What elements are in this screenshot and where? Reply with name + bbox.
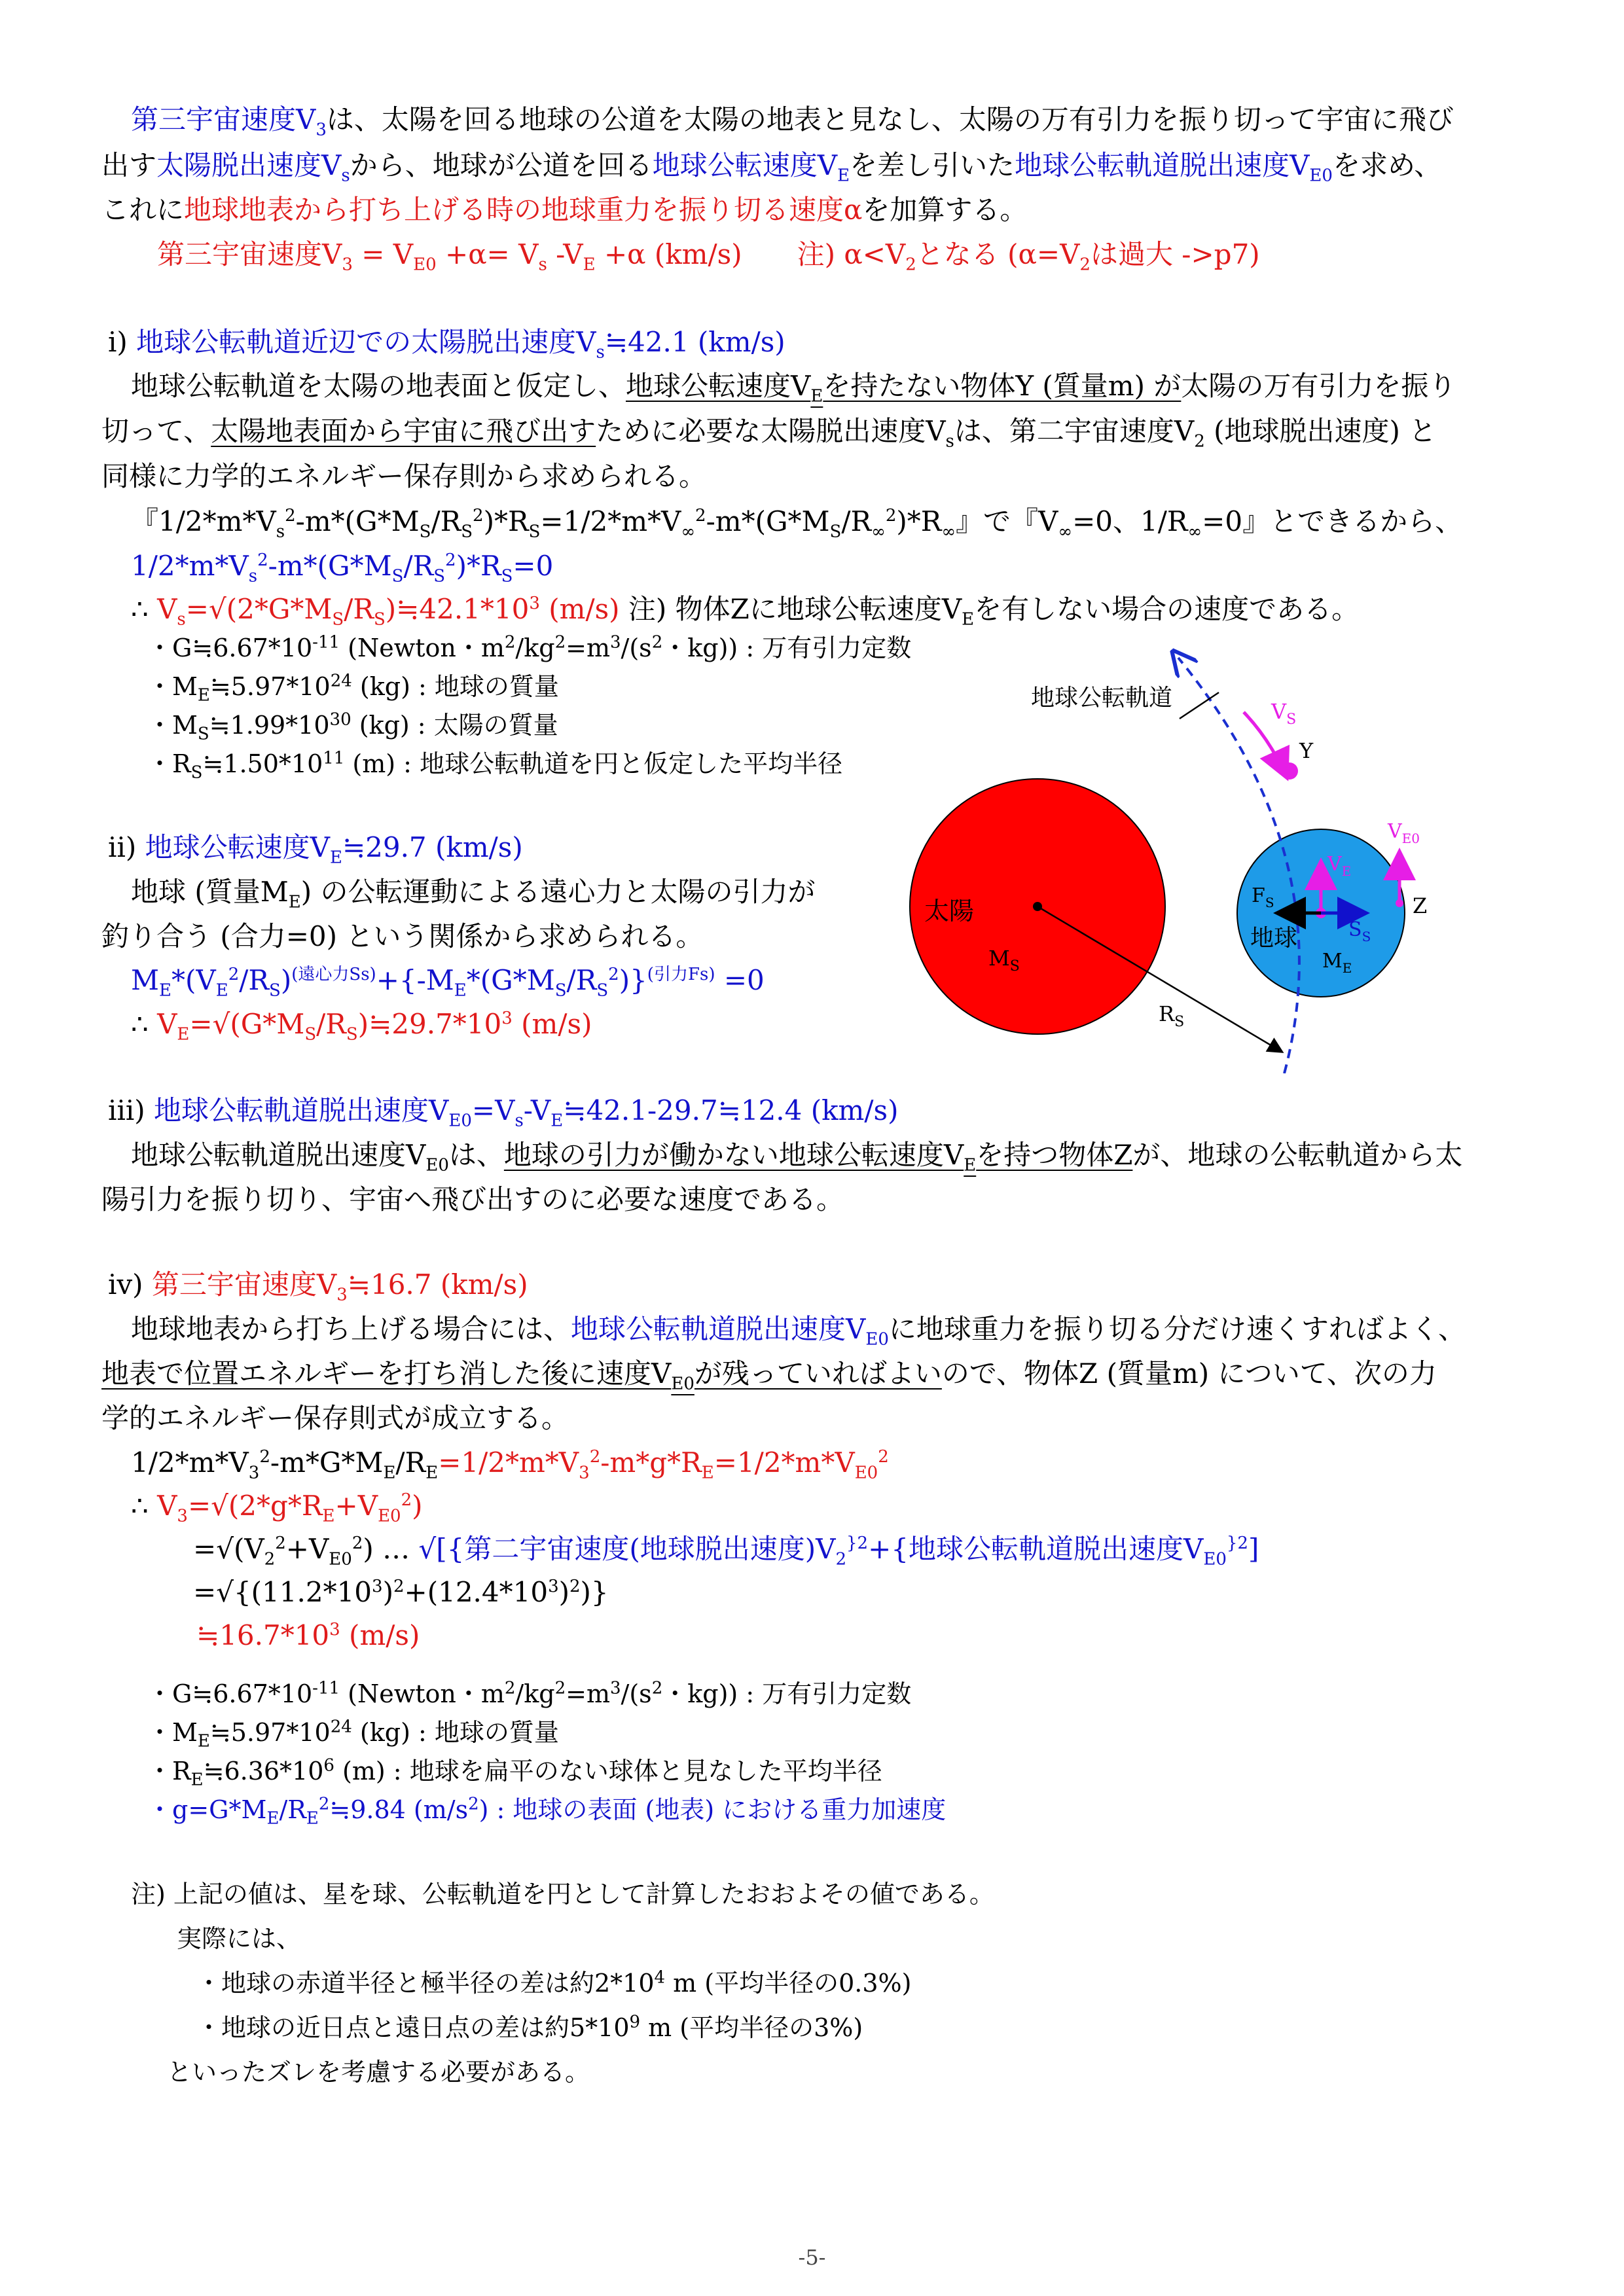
- sec2-line-1: 地球 (質量$M_E$) の公転運動による遠心力と太陽の引力が: [131, 876, 816, 912]
- sec4-line-1: 地球地表から打ち上げる場合には、地球公転軌道脱出速度$V_{E0}$に地球重力を振り切る分だけ速くすればよく、: [131, 1313, 1466, 1350]
- note-line-2: 実際には、: [177, 1924, 302, 1953]
- ve0-label: $V_{E0}$: [1388, 820, 1420, 846]
- fs-label: $F_S$: [1252, 884, 1274, 910]
- note-line-1: 注) 上記の値は、星を球、公転軌道を円として計算したおおよその値である。: [131, 1880, 994, 1909]
- sec4-energy-eq: $1/2*m*V_3^2-m*G*M_E/R_E=1/2*m*V_3^2-m*g*R_E=1/2*m*V_{E0}^2$: [131, 1446, 889, 1483]
- sec2-line-2: 釣り合う (合力=0) という関係から求められる。: [101, 920, 704, 952]
- sec3-line-2: 陽引力を振り切り、宇宙へ飛び出すのに必要な速度である。: [101, 1183, 844, 1215]
- sec1-simplified-eq: $1/2*m*V_s^2-m*(G*M_S/R_S^2)*R_S=0$: [131, 550, 554, 586]
- ve-label: $V_E$: [1327, 853, 1352, 879]
- note-line-3: ・地球の赤道半径と極半径の差は約$2*10^4$ m (平均半径の0.3%): [196, 1967, 912, 1998]
- radius-label: $R_S$: [1159, 1001, 1185, 1030]
- sec2-heading: ⅱ) 地球公転速度$V_E≒29.7$ (km/s): [108, 831, 523, 868]
- sec4-result-line-4: $≒16.7*10^3$ (m/s): [196, 1619, 420, 1651]
- sec4-const-me: ・$M_E≒5.97*10^{24}$ (kg) : 地球の質量: [147, 1717, 559, 1751]
- sun-mass-label: $M_S$: [988, 946, 1020, 975]
- note-line-4: ・地球の近日点と遠日点の差は約$5*10^9$ m (平均半径の3%): [196, 2012, 863, 2042]
- sec1-energy-eq: 『$1/2*m*V_s^2-m*(G*M_S/R_S^2)*R_S=1/2*m*V_\infty^2-m*(G*M_S/R_\infty^2)*R_\infty$』で『$V_\infty=0$、$1/R_\infty=0$』とできるから、: [131, 505, 1463, 542]
- sec4-const-re: ・$R_E≒6.36*10^6$ (m) : 地球を扁平のない球体と見なした平均半径: [147, 1755, 882, 1790]
- sec4-result-line-2: $=√(V_2^2+V_{E0}^2)$ … √[{第二宇宙速度(地球脱出速度)$V_2^{\}2}+${地球公転軌道脱出速度$V_{E0}^{\}2}$]: [193, 1533, 1259, 1570]
- intro-line-1: 第三宇宙速度$V_3$は、太陽を回る地球の公道を太陽の地表と見なし、太陽の万有引力を振り切って宇宙に飛び: [131, 103, 1454, 140]
- sec1-result: ∴ $V_s=√(2*G*M_S/R_S)≒42.1*10^3$ (m/s) 注) 物体Zに地球公転速度$V_E$を有しない場合の速度である。: [131, 593, 1360, 630]
- intro-formula: 第三宇宙速度$V_3 = V_{E0} +\alpha= V_s$ $-V_E +\alpha$ (km/s) 注) $\alpha<V_2$となる ($\alpha=V_2$は過大 ->p7): [157, 238, 1260, 275]
- sec1-const-rs: ・$R_S≒1.50*10^{11}$ (m) : 地球公転軌道を円と仮定した平均半径: [147, 748, 843, 783]
- vs-label: $V_S$: [1271, 699, 1297, 728]
- sec4-result-line-3: $=√\{(11.2*10^3)^2+(12.4*10^3)^2)$}: [193, 1576, 609, 1608]
- z-label: Z: [1413, 893, 1428, 918]
- sun-center: [1033, 902, 1042, 911]
- ss-label: $S_S$: [1348, 918, 1371, 944]
- sec4-line-2: 地表で位置エネルギーを打ち消した後に速度$V_{E0}$が残っていればよいので、物体Z (質量m) について、次の力: [101, 1357, 1437, 1394]
- sec1-heading: ⅰ) 地球公転軌道近辺での太陽脱出速度$V_s≒42.1$ (km/s): [108, 326, 785, 363]
- sec4-const-gravity: ・$g=G*M_E/R_E^2≒9.84$ $(m/s^2)$ : 地球の表面 (地表) における重力加速度: [147, 1794, 947, 1829]
- sec2-result: ∴ $V_E=√(G*M_S/R_S)≒29.7*10^3$ (m/s): [131, 1008, 592, 1045]
- orbit-label-leader: [1180, 692, 1219, 719]
- sec3-line-1: 地球公転軌道脱出速度$V_{E0}$は、地球の引力が働かない地球公転速度$V_E$を持つ物体Zが、地球の公転軌道から太: [131, 1139, 1463, 1175]
- sec1-const-ms: ・$M_S≒1.99*10^{30}$ (kg) : 太陽の質量: [147, 709, 558, 744]
- sun-label: 太陽: [924, 897, 975, 925]
- sec1-line-3: 同様に力学的エネルギー保存則から求められる。: [101, 460, 707, 492]
- sec4-const-g: ・$G≒6.67*10^{-11}$ (Newton・$m^2/kg^2=m^3/(s^2$・kg)) : 万有引力定数: [147, 1678, 912, 1708]
- note-line-5: といったズレを考慮する必要がある。: [167, 2058, 590, 2087]
- intro-line-2: 出す太陽脱出速度$V_s$から、地球が公道を回る地球公転速度$V_E$を差し引いた地球公転軌道脱出速度$V_{E0}$を求め、: [101, 149, 1442, 186]
- sec3-heading: ⅲ) 地球公転軌道脱出速度$V_{E0}=V_s-V_E≒42.1-29.7≒12.4$ (km/s): [108, 1094, 899, 1131]
- orbit-label: 地球公転軌道: [1031, 685, 1173, 711]
- sec1-line-1: 地球公転軌道を太陽の地表面と仮定し、地球公転速度$V_E$を持たない物体Y (質量m) が太陽の万有引力を振り: [131, 370, 1456, 406]
- sec1-const-me: ・$M_E≒5.97*10^{24}$ (kg) : 地球の質量: [147, 671, 559, 706]
- sec4-heading: ⅳ) 第三宇宙速度$V_3≒16.7$ (km/s): [108, 1268, 528, 1305]
- sec4-line-3: 学的エネルギー保存則式が成立する。: [101, 1402, 569, 1434]
- intro-line-3: これに地球地表から打ち上げる時の地球重力を振り切る速度αを加算する。: [101, 194, 1028, 226]
- sec2-balance-eq: $M_E*(V_E^2/R_S)^{(遠心力Ss)}+\{-M_E*(G*M_S/R_S^2)\}^{(引力Fs)} =0$: [131, 964, 765, 1001]
- page-number: -5-: [798, 2245, 826, 2270]
- y-label: Y: [1299, 738, 1314, 763]
- sec1-const-g: ・$G≒6.67*10^{-11}$ (Newton・$m^2/kg^2=m^3/(s^2$・kg)) : 万有引力定数: [147, 632, 912, 662]
- object-y: [1281, 762, 1298, 780]
- orbit-diagram: [897, 641, 1551, 1073]
- earth-label: 地球: [1250, 925, 1298, 952]
- object-z: [1396, 899, 1403, 907]
- sec1-line-2: 切って、太陽地表面から宇宙に飛び出すために必要な太陽脱出速度$V_s$は、第二宇宙速度$V_2$ (地球脱出速度) と: [101, 415, 1437, 452]
- sec4-result-line-1: ∴ $V_3=√(2*g*R_E+V_{E0}^2)$: [131, 1490, 423, 1526]
- earth-mass-label: $M_E$: [1322, 950, 1352, 976]
